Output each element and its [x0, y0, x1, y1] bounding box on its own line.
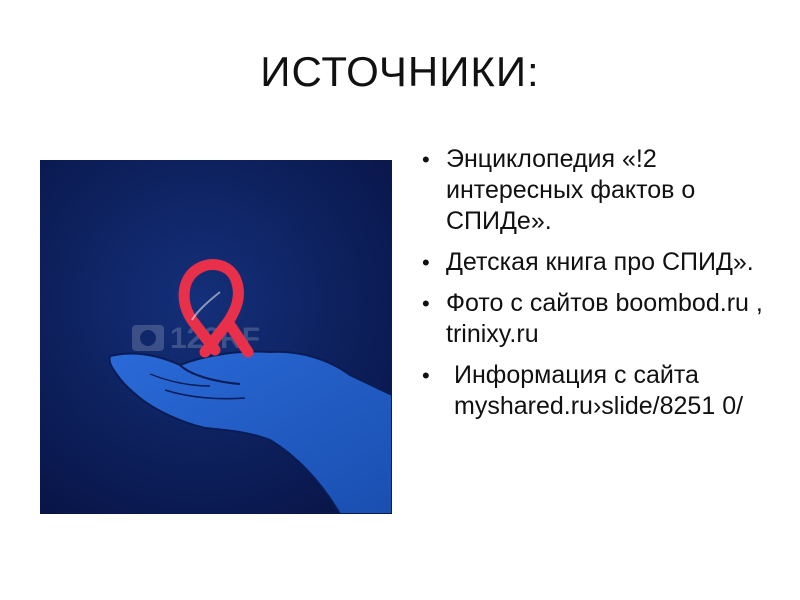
slide-title: ИСТОЧНИКИ:: [260, 48, 540, 95]
list-item: [420, 144, 780, 237]
awareness-ribbon-image: [40, 160, 392, 514]
sources-list: [420, 144, 780, 432]
list-item: [420, 360, 780, 422]
bullet-icon: •: [422, 147, 430, 172]
bullet-icon: •: [422, 250, 430, 275]
source-text: Энциклопедия «!2 интересных фактов о СПИДе».: [446, 145, 696, 235]
bullet-icon: •: [422, 363, 430, 388]
source-text: Детская книга про СПИД».: [446, 248, 754, 276]
list-item: [420, 247, 780, 278]
hand-holding-ribbon-illustration: [40, 160, 392, 514]
bullet-icon: •: [422, 291, 430, 316]
list-item: [420, 288, 780, 350]
source-text: Информация с сайта myshared.ru›slide/8251 0/: [454, 361, 744, 420]
source-text: Фото с сайтов boombod.ru , trinixy.ru: [446, 289, 763, 348]
svg-text:123RF: 123RF: [170, 322, 261, 355]
